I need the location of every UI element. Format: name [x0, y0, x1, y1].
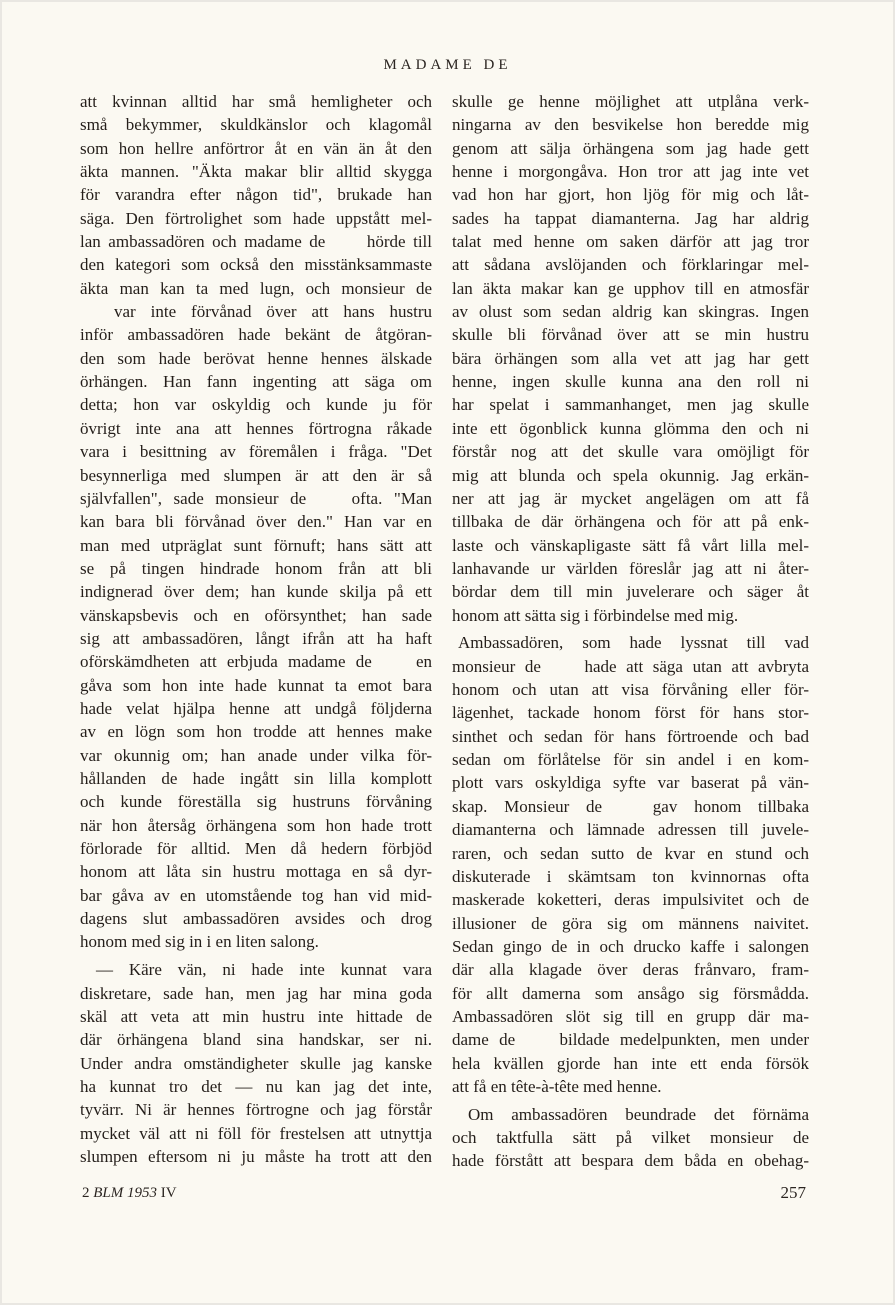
right-column — [452, 90, 809, 1173]
text-line: och taktfulla sätt på vilket monsieur de — [452, 1128, 809, 1148]
text-line: hade förstått att bespara dem båda en obehag- — [452, 1151, 809, 1171]
text-line: skulle ge henne möjlighet att utplåna verk- — [452, 92, 809, 111]
text-line: förlorade för alltid. Men då hedern förbjöd — [80, 839, 432, 858]
text-line: dame de bildade medelpunkten, men under — [452, 1030, 809, 1050]
paragraph — [452, 631, 809, 1098]
text-line: övrigt inte ana att hennes förtrogna råkade — [80, 418, 432, 438]
journal-name: BLM 1953 — [93, 1185, 157, 1201]
text-line: hade velat hjälpa henne att undgå följderna — [80, 698, 432, 718]
text-line: sades ha tappat diamanterna. Jag har aldrig — [452, 208, 809, 228]
text-line: av en lögn som hon trodde att hennes make — [80, 722, 432, 742]
text-line: för allt damerna som ansågo sig försmådda. — [452, 983, 809, 1003]
text-line: gåva som hon inte hade kunnat ta emot bara — [80, 675, 432, 695]
text-line: ner att jag är mycket angelägen om att få — [452, 488, 809, 508]
text-line: bära örhängen som alla vet att jag har gett — [452, 348, 809, 368]
text-line: som hon hellre anförtror åt en vän än åt den — [80, 138, 432, 158]
text-line: lanhavande ur världen föreslår jag att ni åter- — [452, 558, 809, 578]
left-column — [80, 90, 432, 1168]
paragraph — [452, 1103, 809, 1173]
text-line: henne i morgongåva. Hon tror att jag inte vet — [452, 162, 809, 182]
text-line: när hon återsåg örhängena som hon hade trott — [80, 815, 432, 835]
page-number: 257 — [780, 1183, 806, 1202]
text-line: sinthet och sedan för hans förtroende och bad — [452, 726, 809, 746]
signature-number: 2 — [82, 1185, 90, 1201]
text-line: har spelat i sammanhanget, men jag skulle — [452, 395, 809, 415]
text-line: äkta mannen. "Äkta makar blir alltid skygga — [80, 162, 432, 182]
text-line: diamanterna och lämnade adressen till juvele- — [452, 820, 809, 840]
text-line: den kategori som också den misstänksammaste — [80, 255, 432, 275]
text-line: Om ambassadören beundrade det förnäma — [468, 1104, 809, 1124]
text-line: av olust som sedan aldrig kan skingras. Ingen — [452, 302, 809, 322]
footer-signature — [82, 1185, 177, 1202]
text-line: tillbaka de där örhängena och för att på enk- — [452, 512, 809, 532]
text-line: raren, och sedan sutto de kvar en stund och — [452, 843, 809, 863]
text-line: slumpen eftersom ni ju måste ha trott att den — [80, 1146, 432, 1166]
document-page — [2, 2, 893, 1303]
text-line: inför ambassadören hade bekänt de åtgöran- — [80, 325, 432, 345]
text-line: indignerad över dem; han kunde skilja på ett — [80, 582, 432, 602]
text-line: små bekymmer, skuldkänslor och klagomål — [80, 115, 432, 135]
text-line: skap. Monsieur de gav honom tillbaka — [452, 796, 809, 816]
text-line: sedan om förlåtelse för sin andel i en kom- — [452, 750, 809, 770]
running-head: MADAME DE — [383, 57, 512, 73]
text-line: tyvärr. Ni är hennes förtrogne och jag förstår — [80, 1100, 432, 1120]
text-line: där alla klagade över deras frånvaro, fram- — [452, 960, 809, 980]
text-line: den som hade berövat henne hennes älskade — [80, 348, 432, 368]
text-line: sig att ambassadören, långt ifrån att ha haft — [80, 628, 432, 648]
text-line: självfallen", sade monsieur de ofta. "Man — [80, 488, 432, 508]
text-line: honom med sig in i en liten salong. — [80, 932, 319, 952]
text-line: vad hon har gjort, hon ljög för mig och låt- — [452, 185, 809, 205]
text-line: Under andra omständigheter skulle jag kanske — [80, 1053, 432, 1073]
paragraph — [80, 958, 432, 1168]
text-line: inte ett ögonblick kunna glömma den och ni — [452, 418, 809, 438]
text-line: dagens slut ambassadören avsides och drog — [80, 909, 432, 929]
text-line: illusioner de göra sig om männens naivitet. — [452, 913, 809, 933]
text-line: där örhängena bland sina handskar, ser ni. — [80, 1030, 432, 1050]
text-line: kan bara bli förvånad över den." Han var en — [80, 512, 432, 532]
text-line: var inte förvånad över att hans hustru — [80, 302, 432, 322]
text-line: man med utpräglat sunt förnuft; hans sätt att — [80, 535, 432, 555]
text-line: monsieur de hade att säga utan att avbryta — [452, 656, 809, 676]
text-line: vara i besittning av föremålen i fråga. "Det — [80, 442, 432, 462]
text-line: skulle bli förvånad över att se min hustru — [452, 325, 809, 345]
text-line: detta; hon var oskyldig och kunde ju för — [80, 395, 432, 415]
text-line: mycket väl att ni föll för frestelsen att utnyttja — [80, 1123, 432, 1143]
text-line: besynnerliga med slumpen är att den är så — [80, 465, 432, 485]
text-line: var okunnig om; han anade under vilka för- — [80, 745, 432, 765]
text-line: bördar dem till min juvelerare och säger åt — [452, 582, 809, 602]
text-line: honom att låta sin hustru mottaga en så dyr- — [80, 862, 432, 882]
text-line: för varandra efter någon tid", brukade han — [80, 185, 432, 205]
text-line: förstår nog att det skulle vara omöjligt för — [452, 442, 809, 462]
text-line: honom att sätta sig i förbindelse med mig. — [452, 605, 739, 625]
text-line: lägenhet, tackade honom först för hans stor- — [452, 703, 809, 723]
text-line: hela kvällen gjorde han inte ett enda försök — [452, 1053, 809, 1073]
text-line: honom och utan att visa förvåning eller för- — [452, 680, 809, 700]
text-line: Ambassadören slöt sig till en grupp där ma- — [452, 1006, 809, 1026]
text-line: säga. Den förtrolighet som hade uppstått mel- — [80, 208, 432, 228]
text-line: talat med henne om saken därför att jag tror — [452, 232, 809, 252]
text-line: maskerade koketteri, deras impulsivitet och de — [452, 890, 809, 910]
text-line: ha kunnat tro det — nu kan jag det inte, — [80, 1076, 432, 1096]
text-line: mig att blunda och spela okunnig. Jag erkän- — [452, 465, 809, 485]
text-line: Ambassadören, som hade lyssnat till vad — [458, 633, 809, 653]
text-line: och kunde föreställa sig hustruns förvåning — [80, 792, 432, 812]
text-line: äkta man kan ta med lugn, och monsieur de — [80, 278, 432, 298]
text-line: oförskämdheten att erbjuda madame de en — [80, 652, 432, 672]
text-line: vänskapsbevis och en oförsynthet; han sade — [80, 605, 432, 625]
text-line: henne, ingen skulle kunna ana den roll ni — [452, 372, 809, 392]
issue-number: IV — [160, 1185, 177, 1201]
text-line: plott vars oskyldiga syfte var baserat på vän- — [452, 773, 809, 793]
text-line: Sedan gingo de in och drucko kaffe i salongen — [452, 936, 809, 956]
text-line: att få en tête-à-tête med henne. — [452, 1076, 662, 1096]
text-line: diskuterade i skämtsam ton kvinnornas ofta — [452, 866, 809, 886]
paragraph — [452, 90, 809, 627]
text-line: ningarna av den besvikelse hon beredde mig — [452, 115, 809, 135]
paragraph — [80, 90, 432, 954]
text-line: laste och vänskapligaste sätt få vårt lilla mel- — [452, 535, 809, 555]
text-line: se på tingen hindrade honom från att bli — [80, 558, 432, 578]
text-line: genom att sälja örhängena som jag hade gett — [452, 138, 809, 158]
text-line: att sådana avslöjanden och förklaringar mel- — [452, 255, 809, 275]
text-line: att kvinnan alltid har små hemligheter och — [80, 92, 432, 111]
text-line: skäl att veta att min hustru inte hittade de — [80, 1006, 432, 1026]
text-line: örhängen. Han fann ingenting att säga om — [80, 372, 432, 392]
text-line: bar gåva av en utomstående tog han vid mid- — [80, 885, 432, 905]
text-line: lan äkta makar kan ge upphov till en atmosfär — [452, 278, 809, 298]
text-line: diskretare, sade han, men jag har mina goda — [80, 983, 432, 1003]
text-line: — Käre vän, ni hade inte kunnat vara — [96, 960, 432, 980]
text-line: hållanden de hade ingått sin lilla komplott — [80, 768, 432, 788]
text-line: lan ambassadören och madame de hörde till — [80, 232, 432, 252]
